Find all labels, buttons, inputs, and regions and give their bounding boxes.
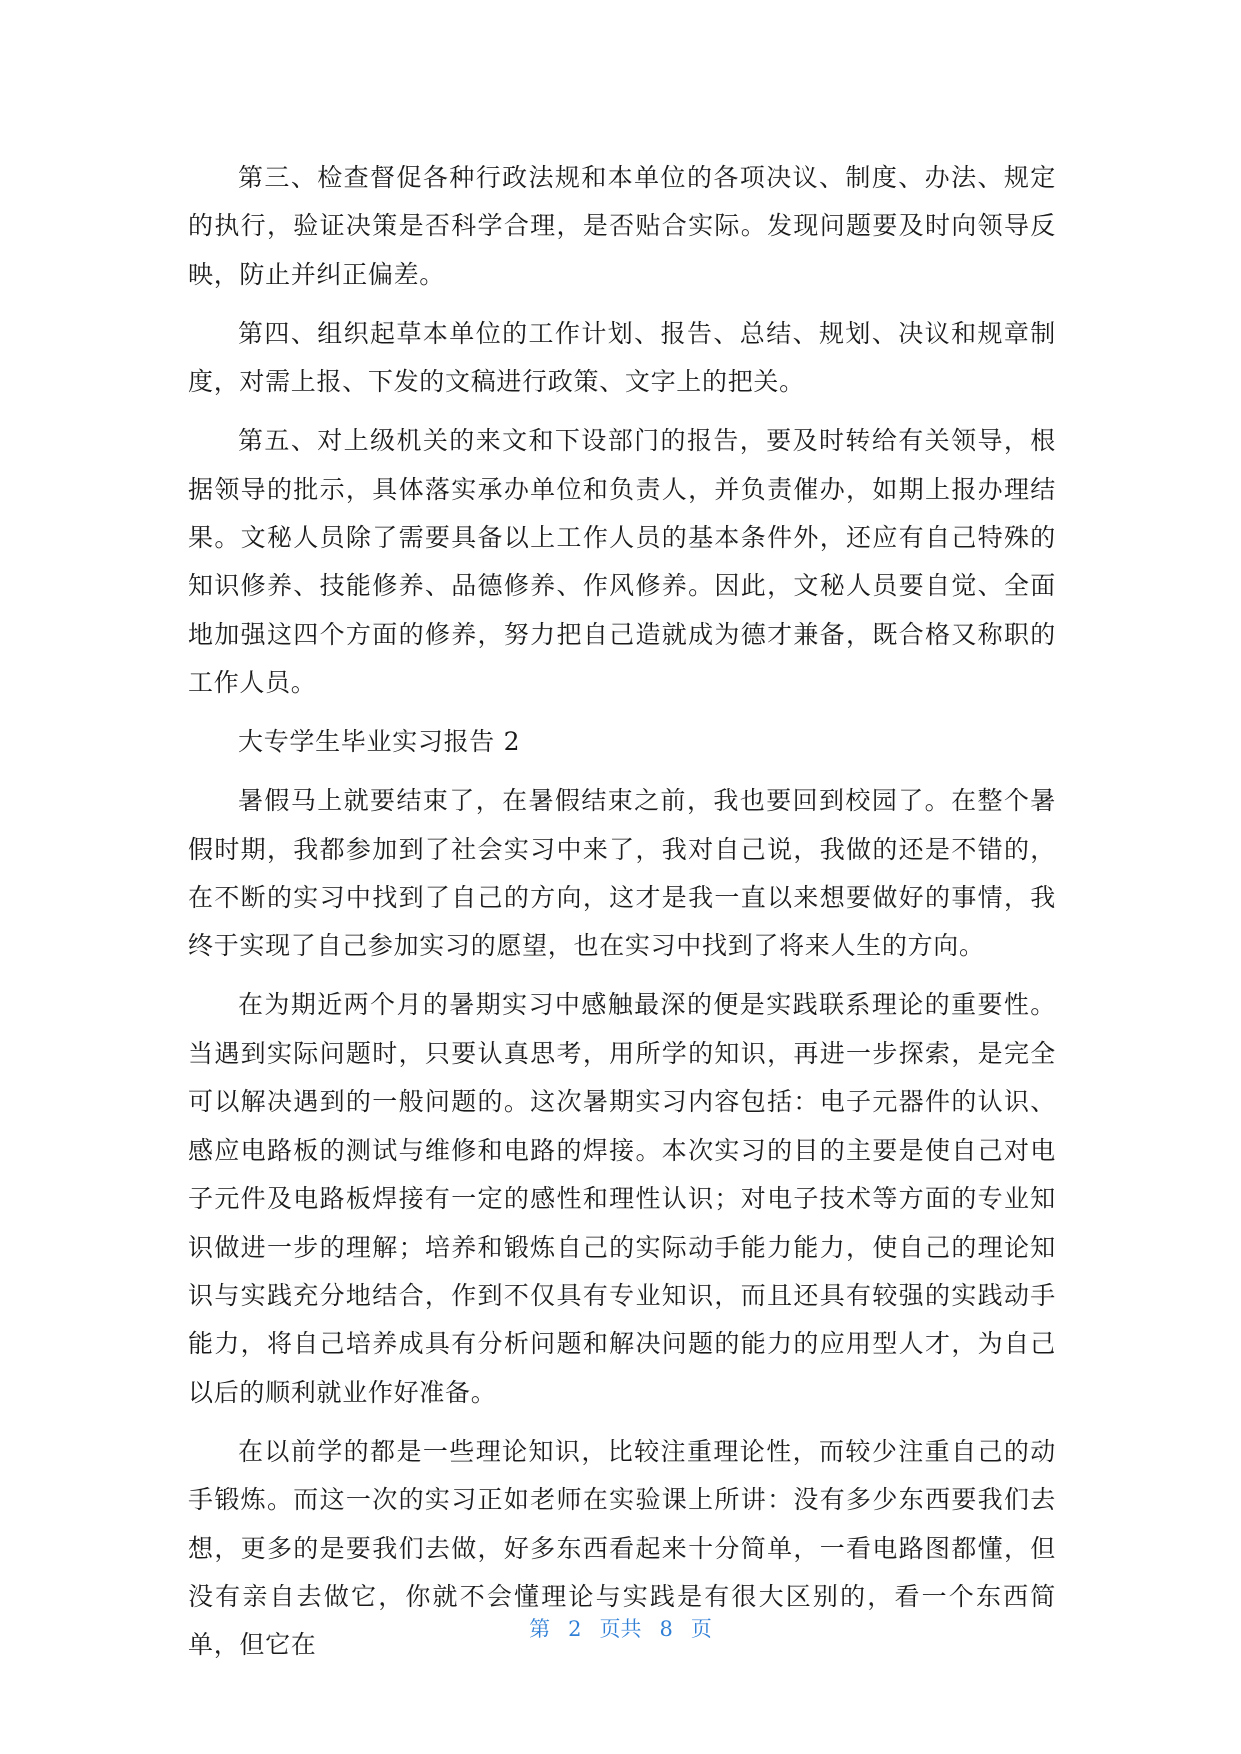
section-title: 大专学生毕业实习报告 2	[238, 727, 521, 757]
paragraph-hands-on: 在以前学的都是一些理论知识，比较注重理论性，而较少注重自己的动手锻炼。而这一次的实习正如老师在实验课上所讲：没有多少东西要我们去想，更多的是要我们去做，好多东西看起来十分简单，一看电路图都懂，但没有亲自去做它，你就不会懂理论与实践是有很大区别的，看一个东西简单，但它在	[188, 1436, 1056, 1660]
paragraph-duty-five: 第五、对上级机关的来文和下设部门的报告，要及时转给有关领导，根据领导的批示，具体落实承办单位和负责人，并负责催办，如期上报办理结果。文秘人员除了需要具备以上工作人员的基本条件外，还应有自己特殊的知识修养、技能修养、品德修养、作风修养。因此，文秘人员要自觉、全面地加强这四个方面的修养，努力把自己造就成为德才兼备，既合格又称职的工作人员。	[188, 426, 1056, 698]
paragraph-duty-four: 第四、组织起草本单位的工作计划、报告、总结、规划、决议和规章制度，对需上报、下发的文稿进行政策、文字上的把关。	[188, 318, 1056, 397]
footer-suffix: 页	[690, 1617, 712, 1641]
page-footer	[0, 1613, 1241, 1643]
paragraph-summer-intro: 暑假马上就要结束了，在暑假结束之前，我也要回到校园了。在整个暑假时期，我都参加到了社会实习中来了，我对自己说，我做的还是不错的，在不断的实习中找到了自己的方向，这才是我一直以来想要做好的事情，我终于实现了自己参加实习的愿望，也在实习中找到了将来人生的方向。	[188, 786, 1056, 961]
footer-prefix: 第	[529, 1617, 551, 1641]
footer-current-page: 2	[568, 1617, 582, 1641]
paragraph-practice-theory: 在为期近两个月的暑期实习中感触最深的便是实践联系理论的重要性。当遇到实际问题时，只要认真思考，用所学的知识，再进一步探索，是完全可以解决遇到的一般问题的。这次暑期实习内容包括：电子元器件的认识、感应电路板的测试与维修和电路的焊接。本次实习的目的主要是使自己对电子元件及电路板焊接有一定的感性和理性认识；对电子技术等方面的专业知识做进一步的理解；培养和锻炼自己的实际动手能力能力，使自己的理论知识与实践充分地结合，作到不仅具有专业知识，而且还具有较强的实践动手能力，将自己培养成具有分析问题和解决问题的能力的应用型人才，为自己以后的顺利就业作好准备。	[188, 990, 1056, 1407]
footer-middle: 页共	[599, 1617, 642, 1641]
document-body	[188, 154, 1056, 1680]
paragraph-duty-three: 第三、检查督促各种行政法规和本单位的各项决议、制度、办法、规定的执行，验证决策是否科学合理，是否贴合实际。发现问题要及时向领导反映，防止并纠正偏差。	[188, 163, 1056, 289]
footer-total-pages: 8	[659, 1617, 673, 1641]
